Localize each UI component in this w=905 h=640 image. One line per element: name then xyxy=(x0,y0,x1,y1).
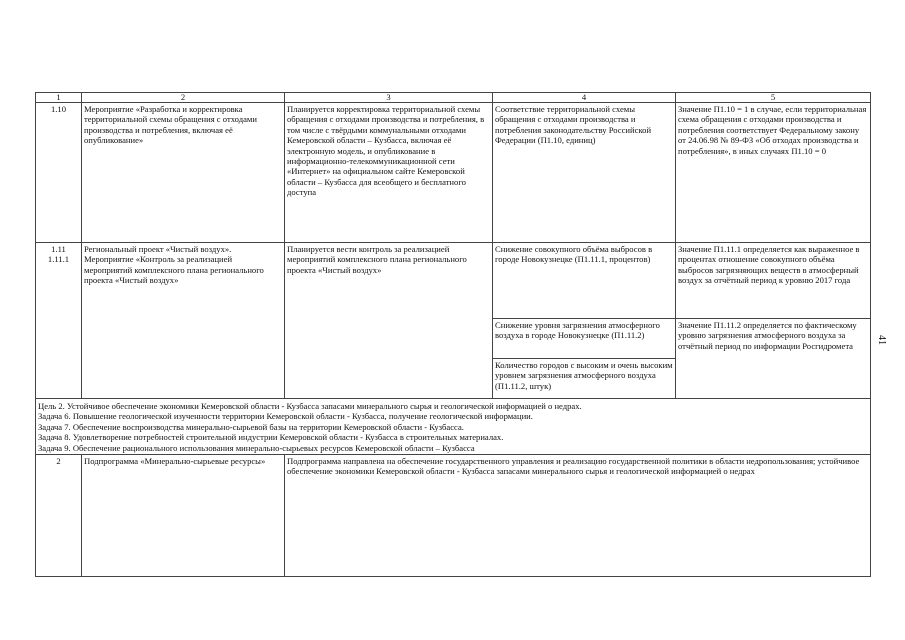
row-number: 1.10 xyxy=(36,103,82,243)
column-number-3: 3 xyxy=(285,93,493,103)
goal-row xyxy=(36,399,871,455)
goal-cell xyxy=(36,399,871,455)
row-number-a: 1.11 xyxy=(51,244,66,254)
indicator-cell-1: Снижение совокупного объёма выбросов в городе Новокузнецке (П1.11.1, процентов) xyxy=(493,243,676,319)
event-cell: Региональный проект «Чистый воздух». Мероприятие «Контроль за реализацией мероприятий комплексного плана регионального проекта «Чистый воздух» xyxy=(82,243,285,399)
row-number: 2 xyxy=(36,455,82,577)
column-number-2: 2 xyxy=(82,93,285,103)
row-number-b: 1.11.1 xyxy=(47,254,70,265)
column-number-5: 5 xyxy=(676,93,871,103)
column-number-1: 1 xyxy=(36,93,82,103)
table-row-1-10 xyxy=(36,103,871,243)
indicator-cell-3: Количество городов с высоким и очень высоким уровнем загрязнения атмосферного воздуха (П1.11.2, штук) xyxy=(493,359,676,399)
table-row-2 xyxy=(36,455,871,577)
table-header-row xyxy=(36,93,871,103)
description-cell: Планируется корректировка территориальной схемы обращения с отходами производства и потребления, в том числе с твёрдыми коммунальными отходами Кемеровской области – Кузбасса, включая её электронную модель, и опубликование в информационно-телекоммуникационной сети «Интернет» на официальном сайте Кемеровской области – Кузбасса для всеобщего и бесплатного доступа xyxy=(285,103,493,243)
task-9-text: Задача 9. Обеспечение рационального использования минерально-сырьевых ресурсов Кемеровской области – Кузбасса xyxy=(38,442,475,453)
method-cell: Значение П1.10 = 1 в случае, если территориальная схема обращения с отходами производства и потребления соответствует Федеральному закону от 24.06.98 № 89-ФЗ «Об отходах производства и потребления», в иных случаях П1.10 = 0 xyxy=(676,103,871,243)
task-8-text: Задача 8. Удовлетворение потребностей строительной индустрии Кемеровской области - Кузбасса в строительных материалах. xyxy=(38,432,504,443)
goal-2-text: Цель 2. Устойчивое обеспечение экономики Кемеровской области - Кузбасса запасами минерального сырья и геологической информацией о недрах. xyxy=(38,401,582,411)
table-row-1-11 xyxy=(36,243,871,319)
method-cell-2: Значение П1.11.2 определяется по фактическому уровню загрязнения атмосферного воздуха за отчётный период по информации Росгидромета xyxy=(676,319,871,399)
column-number-4: 4 xyxy=(493,93,676,103)
description-cell: Подпрограмма направлена на обеспечение государственного управления и реализацию государственной политики в области недропользования; устойчивое обеспечение экономики Кемеровской области - Кузбасса запасами минерального сырья и геологической информацией о недрах xyxy=(285,455,871,577)
task-7-text: Задача 7. Обеспечение воспроизводства минерально-сырьевой базы на территории Кемеровской области - Кузбасса. xyxy=(38,421,464,432)
indicator-cell-2: Снижение уровня загрязнения атмосферного воздуха в городе Новокузнецке (П1.11.2) xyxy=(493,319,676,359)
program-table xyxy=(35,92,871,577)
page-number: 41 xyxy=(876,335,887,345)
event-cell: Мероприятие «Разработка и корректировка территориальной схемы обращения с отходами производства и потребления, включая её опубликование» xyxy=(82,103,285,243)
method-cell-1: Значение П1.11.1 определяется как выраженное в процентах отношение совокупного объёма выбросов загрязняющих веществ в атмосферный воздух за отчётный период к уровню 2017 года xyxy=(676,243,871,319)
event-cell: Подпрограмма «Минерально-сырьевые ресурсы» xyxy=(82,455,285,577)
description-cell: Планируется вести контроль за реализацией мероприятий комплексного плана регионального проекта «Чистый воздух» xyxy=(285,243,493,399)
indicator-cell: Соответствие территориальной схемы обращения с отходами производства и потребления законодательству Российской Федерации (П1.10, единиц) xyxy=(493,103,676,243)
task-6-text: Задача 6. Повышение геологической изученности территории Кемеровской области - Кузбасса, получение геологической информации. xyxy=(38,411,533,422)
row-number xyxy=(36,243,82,399)
document-page xyxy=(35,92,870,577)
